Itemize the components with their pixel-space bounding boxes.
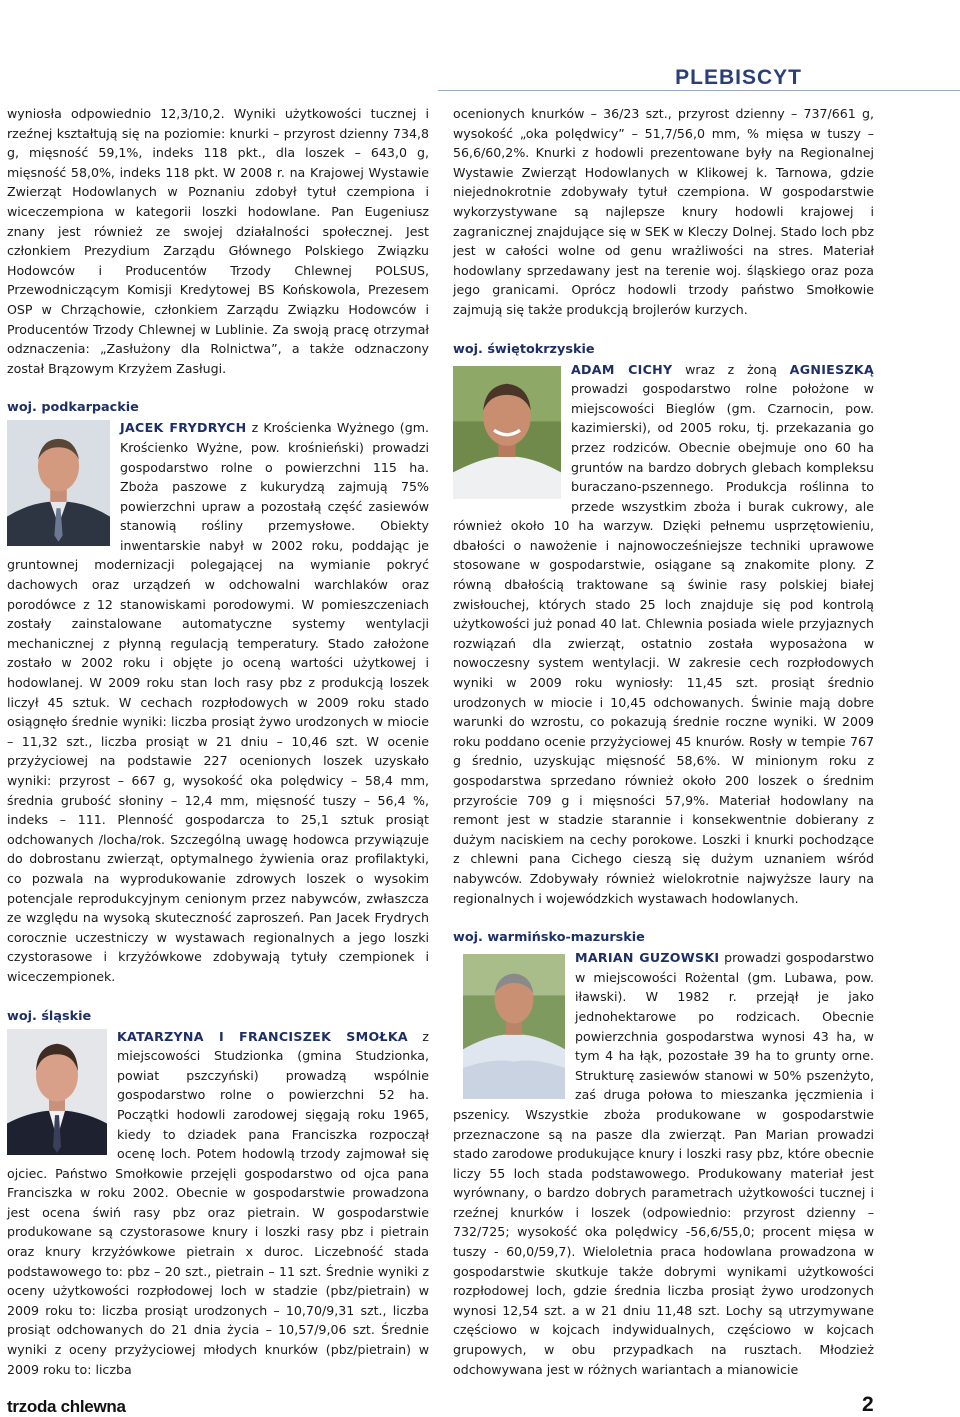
profile-text: prowadzi gospodarstwo w miejscowości Rożental (gm. Lubawa, pow. iławski). W 1982 r. przejął je jako jednohektarowe po rodzicach. Obecnie powierzchnia gospodarstwa wynosi 43 ha, w tym 4 ha łąk, pozostałe 39 ha to grunty orne. Strukturę zasiewów stanowi w 50% pszenżyto, zaś druga połowa to mieszanka jęczmienia i pszenicy. Wszystkie zboża produkowane w gospodarstwie przeznaczone są na pasze dla zwierząt. Pan Marian prowadzi stado zarodowe produkujące knury i loszki rasy pbz, które obecnie liczy 55 loch stada podstawowego. Produkowany materiał jest wyrównany, o bardzo dobrych parametrach użytkowości tucznej i rzeźnej knurków i loszek (odpowiednio: przyrost dzienny – 732/725; wysokość oka polędwicy -56,6/55,0; procent mięsa w tuszy - 60,0/59,7). Wieloletnia praca hodowlana prowadzona w gospodarstwie skutkuje także dobrymi wynikami użytkowości rozpłodowej loch, gdzie średnia liczba prosiąt żywo urodzonych wynosi 12,54 szt. a w 21 dniu 11,48 szt. Lochy są utrzymywane częściowo w kojcach indywidualnych, częściowo w kojcach grupowych, w obu przypadkach na rusztach. Młodzież odchowywana jest w różnych wariantach a mianowicie [453, 950, 874, 1377]
section-podkarpackie [7, 398, 429, 986]
header-rule [438, 90, 960, 91]
farmer-name: KATARZYNA I FRANCISZEK SMOŁKA [117, 1028, 408, 1044]
page-number: 2 [862, 1393, 874, 1416]
section-header [438, 66, 960, 90]
section-swietokrzyskie [453, 340, 874, 909]
right-intro-paragraph: ocenionych knurków – 36/23 szt., przyrost dzienny – 737/661 g, wysokość „oka polędwicy” – 51,7/56,0 mm, % mięsa w tuszy – 56,6/60,2%. Knurki z hodowli prezentowane były na Regionalnej Wystawie Zwierząt Hodowlanych w Klikowej k. Tarnowa, gdzie niejednokrotnie zdobywały tytuł czempiona. W gospodarstwie wykorzystywane są najlepsze knury hodowli krajowej i zagranicznej znajdujące się w SEK w Kleczy Dolnej. Stado loch pbz jest w całości wolne od genu wrażliwości na stres. Materiał hodowlany sprzedawany jest na terenie woj. śląskiego oraz poza jego granicami. Oprócz hodowli trzody państwo Smołkowie zajmują się także produkcją brojlerów kurzych. [453, 106, 874, 317]
profile-text: z miejscowości Studzionka (gmina Studzionka, powiat pszczyński) prowadzą wspólnie gospodarstwo rolne o powierzchni 52 ha. Początki hodowli zarodowej sięgają roku 1965, kiedy to dziadek pana Franciszka rozpoczął ocenę loch. Potem hodowlą trzody zajmował się ojciec. Państwo Smołkowie przejęli gospodarstwo od ojca pana Franciszka w roku 2002. Obecnie w gospodarstwie prowadzona jest ocena świń rasy pbz oraz pietrain. W gospodarstwie produkowane są czystorasowe knury i loszki rasy pbz i pietrain oraz knury krzyżówkowe pietrain x duroc. Liczebność stada podstawowego to: pbz – 20 szt., pietrain – 11 szt. Średnie wyniki z oceny użytkowości rozpłodowej loch w stadzie (pbz/pietrain) w 2009 roku to: liczba prosiąt urodzonych – 10,70/9,31 szt., liczba prosiąt odchowanych do 21 dnia życia – 10,57/9,06 szt. Średnie wyniki z oceny przyżyciowej młodych knurków (pbz/pietrain) w 2009 roku to: liczba [7, 1028, 430, 1377]
section-slaskie [7, 1007, 429, 1380]
region-heading: woj. świętokrzyskie [453, 341, 595, 357]
portrait-image [453, 366, 561, 499]
region-heading: woj. podkarpackie [7, 400, 139, 416]
portrait-image [7, 420, 110, 546]
profile-paragraph [7, 418, 429, 986]
portrait-photo-marian [463, 954, 565, 1099]
spouse-name: AGNIESZKĄ [789, 361, 874, 377]
farmer-name: JACEK FRYDRYCH [120, 420, 247, 436]
left-column [7, 104, 429, 1379]
left-intro-paragraph: wyniosła odpowiednio 12,3/10,2. Wyniki użytkowości tucznej i rzeźnej kształtują się na poziomie: knurki – przyrost dzienny 734,8 g, mięsność 59,1%, indeks 118 pkt., dla loszek – 643,0 g, mięsność 58,0%, indeks 118 pkt. W 2008 r. na Krajowej Wystawie Zwierząt Hodowlanych w Poznaniu zdobył tytuł czempiona i wiceczempiona w kategorii loszki hodowlane. Pan Eugeniusz znany jest również ze swojej działalności społecznej. Jest członkiem Prezydium Zarządu Głównego Polskiego Związku Hodowców i Producentów Trzody Chlewnej POLSUS, Przewodniczącym Komisji Kredytowej BS Końskowola, Prezesem OSP w Chrząchowie, członkiem Zarządu Związku Hodowców i Producentów Trzody Chlewnej w Lublinie. Za swoją pracę otrzymał odznaczenia: „Zasłużony dla Rolnictwa”, a także odznaczony został Brązowym Krzyżem Zasługi. [7, 106, 429, 376]
farmer-name: MARIAN GUZOWSKI [575, 950, 720, 966]
farmer-name: ADAM CICHY [571, 361, 673, 377]
section-warminsko-mazurskie [453, 928, 874, 1379]
portrait-photo-adam [453, 366, 561, 499]
profile-paragraph [453, 360, 874, 909]
portrait-photo-jacek [7, 420, 110, 546]
connector-text: wraz z żoną [672, 361, 790, 377]
profile-paragraph [453, 948, 874, 1379]
magazine-logo: trzoda chlewna [7, 1397, 126, 1416]
profile-text: prowadzi gospodarstwo rolne położone w miejscowości Bieglów (gm. Czarnocin, pow. kazimierski), od 2005 roku, tj. przekazania go przez rodziców. Obecnie obejmuje ono 60 ha gruntów na bardzo dobrych glebach kompleksu buraczano-pszennego. Produkcja roślinna to przede wszystkim zboża i burak cukrowy, ale również około 10 ha warzyw. Dzięki pełnemu usprzętowieniu, dbałości o nawożenie i najnowocześniejsze techniki uprawowe stosowane w gospodarstwie, osiągane są znakomite plony. Z równą dbałością traktowane są świnie rasy polskiej białej zwisłouchej, których stado 25 loch znajduje się pod kontrolą użytkowości już ponad 40 lat. Chlewnia posiada wiele przyjaznych rozwiązań dla zwierząt, ostatnio została wyposażona w nowoczesny system wentylacji. W zakresie cech rozpłodowych wyniki w 2009 roku wyniosły: 11,45 szt. prosiąt średnio urodzonych w miocie i 10,45 odchowanych. Świnie mają dobre warunki do wzrostu, co pokazują średnie roczne wyniki. W 2009 roku poddano ocenie przyżyciowej 45 knurów. Rosły w tempie 767 g średnio, uzyskując mięsność 58,6%. W minionym roku z gospodarstwa sprzedano również około 200 loszek o średnim przyroście 709 g i mięsności 57,9%. Materiał hodowlany na remont jest w stadzie starannie i konsekwentnie dobierany z dużym naciskiem na cechy porokowe. Loszki i knurki pochodzące z chlewni pana Cichego cieszą się dużym uznaniem wśród nabywców. Zdobywały również wielokrotnie najwyższe laury na regionalnych i wojewódzkich wystawach hodowlanych. [453, 381, 874, 906]
region-heading: woj. śląskie [7, 1008, 92, 1024]
portrait-image [463, 954, 565, 1099]
section-title: PLEBISCYT [675, 66, 802, 89]
region-heading: woj. warmińsko-mazurskie [453, 930, 645, 946]
portrait-image [7, 1029, 107, 1155]
profile-text: z Krościenka Wyżnego (gm. Krościenko Wyżne, pow. krośnieński) prowadzi gospodarstwo rolne o powierzchni 115 ha. Zboża paszowe z kukurydzą zajmują 75% powierzchni upraw a pozostałą część zasiewów stanowią rośliny przemysłowe. Obiekty inwentarskie nabył w 2002 roku, poddając je gruntownej modernizacji polegającej na wymianie pokryć dachowych oraz urządzeń w odchowalni warchlaków oraz porodówce z 12 stanowiskami porodowymi. W pomieszczeniach zostały zainstalowane automatyczne systemy wentylacji mechanicznej z płynną regulacją temperatury. Stado założone zostało w 2002 roku i objęte jo oceną wartości użytkowej i hodowlanej. W 2009 roku stan loch rasy pbz z produkcją loszek liczył 45 sztuk. W cechach rozpłodowych w 2009 roku stado osiągnęło średnie wyniki: liczba prosiąt żywo urodzonych w miocie – 11,32 szt., liczba prosiąt w 21 dniu – 10,46 szt. W ocenie przyżyciowej na podstawie 227 ocenionych loszek uzyskało wyniki: przyrost – 667 g, wysokość oka polędwicy – 58,4 mm, średnia grubość słoniny – 12,4 mm, mięsność tuszy – 56,4 %, indeks – 111. Plenność gospodarcza to 25,1 sztuk prosiąt odchowanych /locha/rok. Szczególną uwagę hodowca przywiązuje do dobrostanu zwierząt, optymalnego żywienia oraz profilaktyki, co pozwala na wyprodukowanie zdrowych loszek o wysokim potencjale reprodukcyjnym cenionym przez nabywców, zwłaszcza ze względu na wysoką skuteczność zaproszeń. Pan Jacek Frydrych corocznie uczestniczy w wystawach regionalnych a jego loszki czystorasowe i krzyżówkowe zdobywają tytuły czempionek i wiceczempionek. [7, 420, 429, 984]
profile-paragraph [7, 1027, 429, 1380]
right-column [453, 104, 874, 1379]
portrait-photo-franciszek [7, 1029, 107, 1155]
